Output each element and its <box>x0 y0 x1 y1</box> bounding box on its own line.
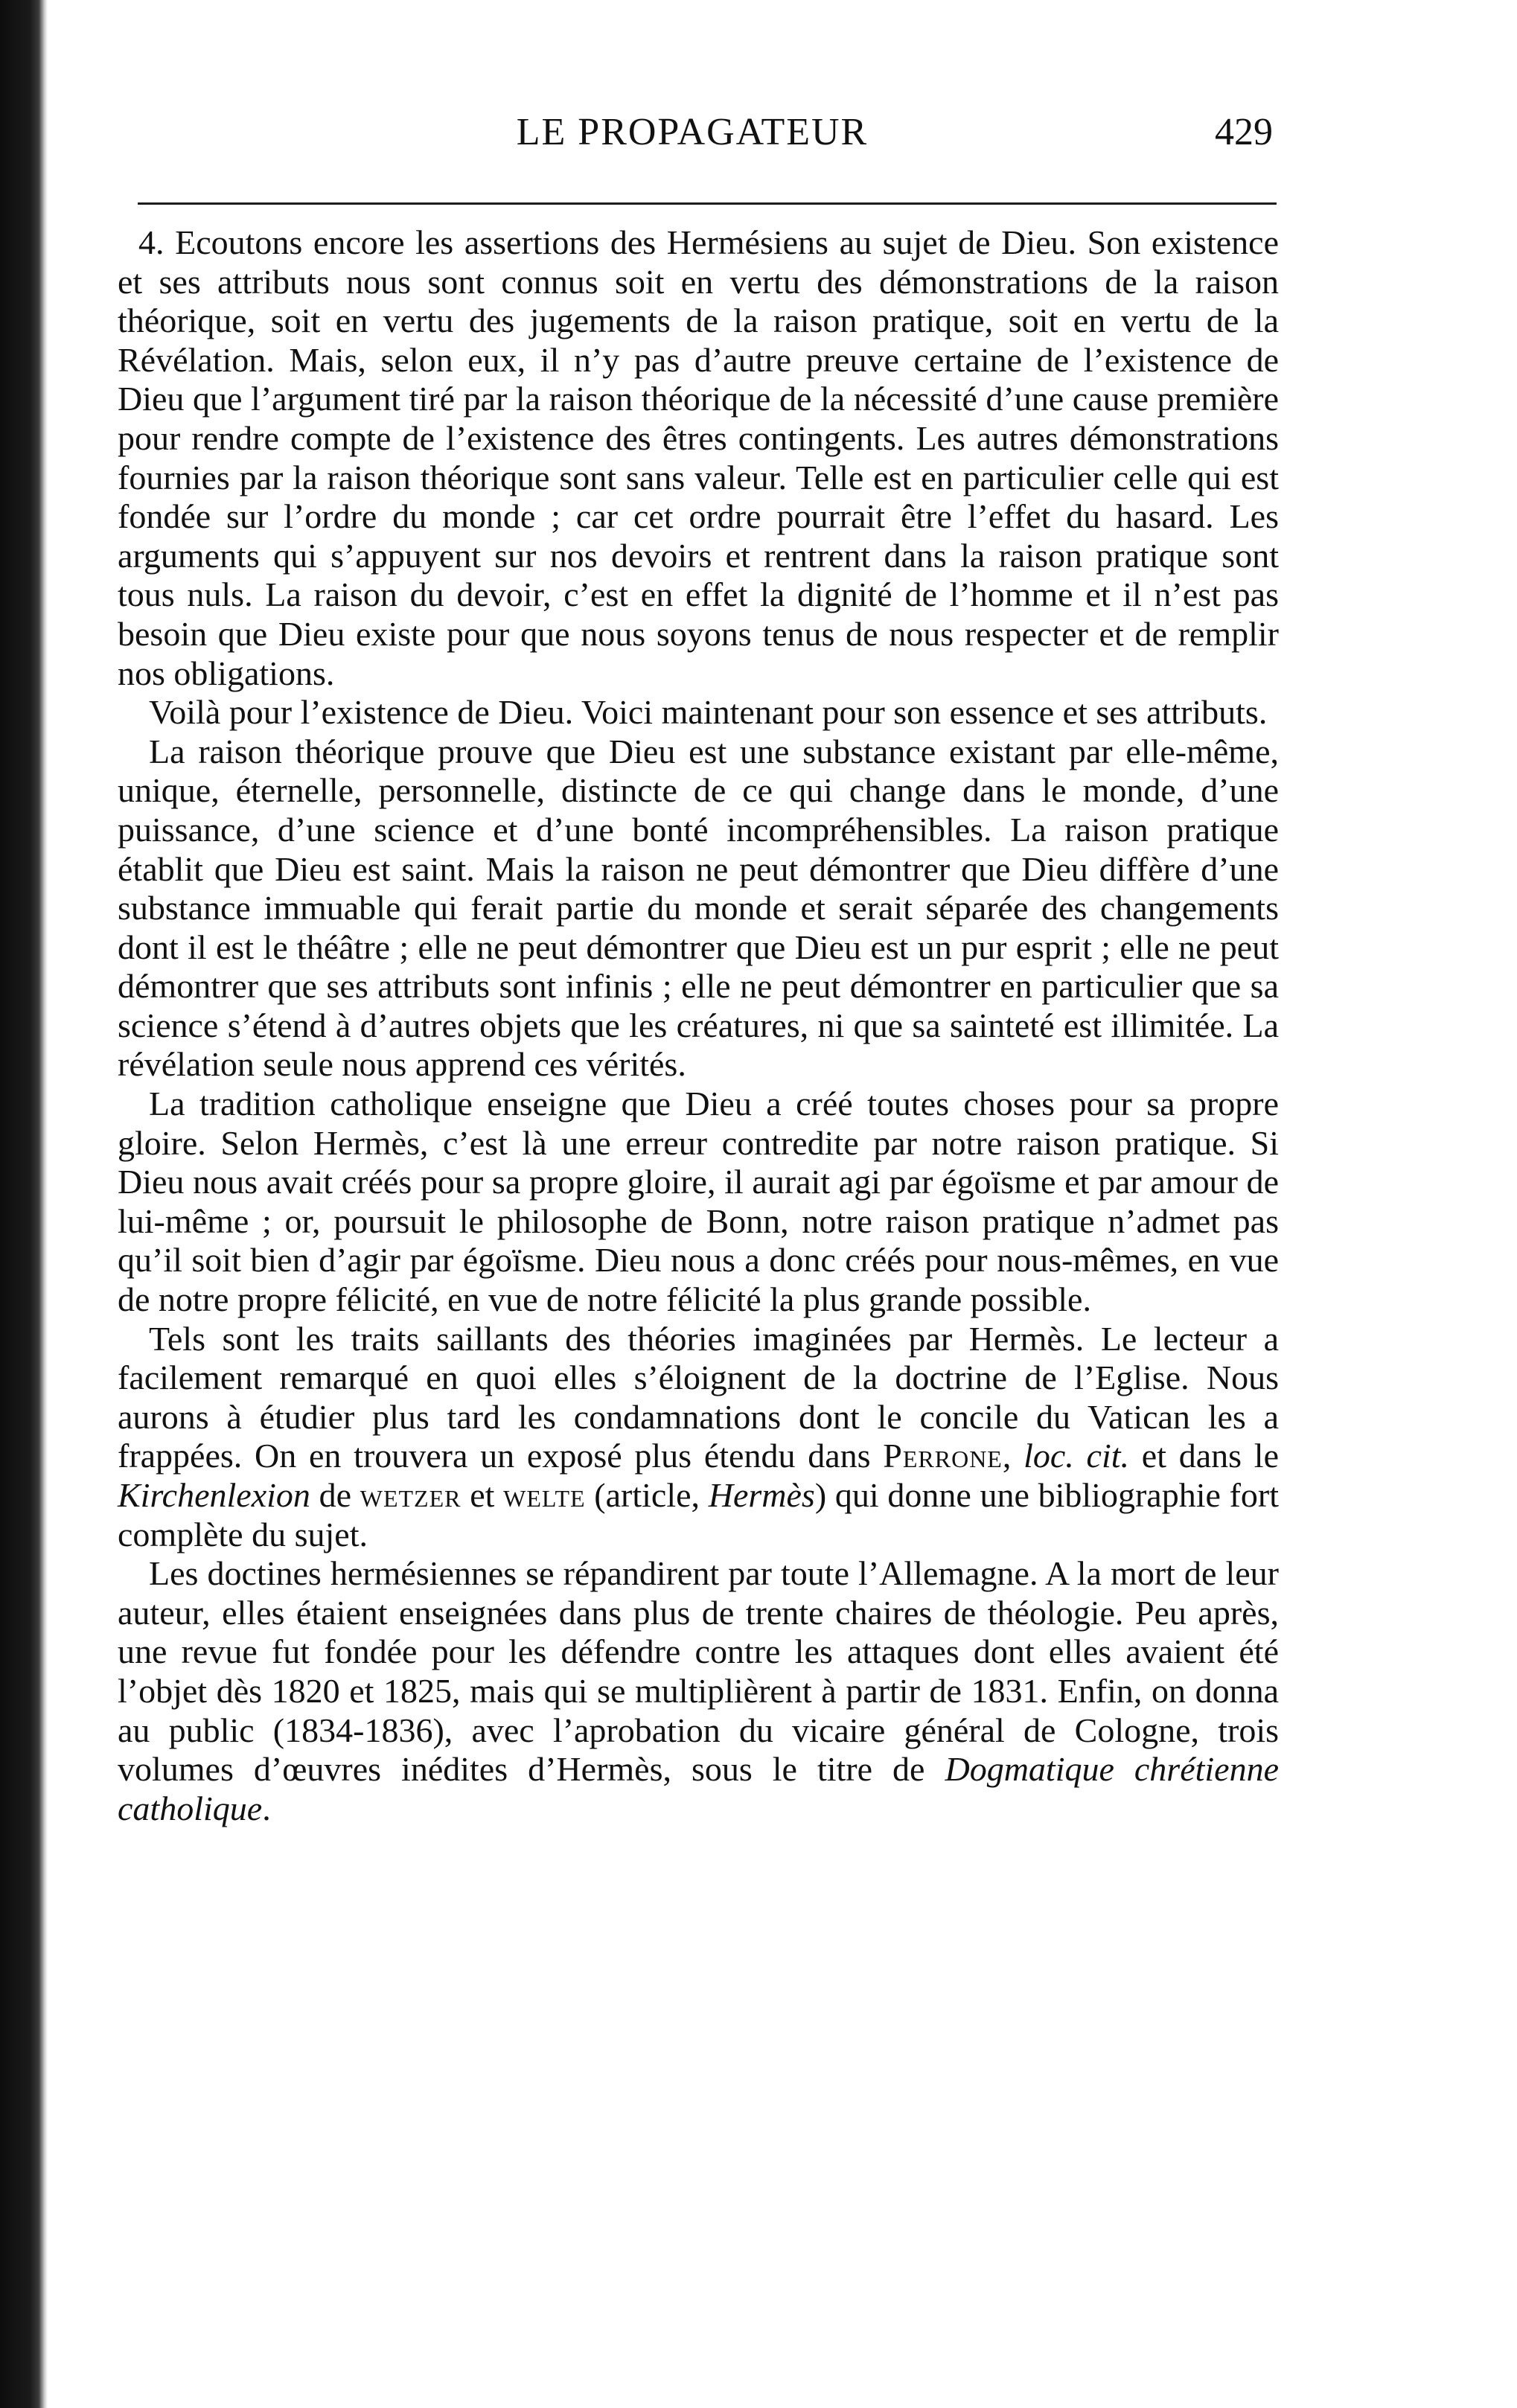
page-header <box>112 104 1273 164</box>
work-dogmatique: Dogmatique chrétienne catholique <box>118 1750 1280 1827</box>
paragraph-6 <box>118 1554 1279 1828</box>
page-body <box>118 223 1279 1828</box>
citation-loc-cit: loc. cit. <box>1023 1437 1130 1475</box>
paragraph-5-text-e: et <box>470 1476 495 1514</box>
paragraph-5-text-f: (article, <box>594 1476 700 1514</box>
paragraph-6-text: Les doctines hermésiennes se répandirent par toute l’Allemagne. A la mort de leur auteur, elles étaient enseignées dans plus de trente chaires de théologie. Peu après, une revue fut fondée pour les défendre contre les attaques dont elles avaient été l’objet dès 1820 et 1825, mais qui se multiplièrent à partir de 1831. Enfin, on donna au public (1834-1836), avec l’aprobation du vicaire général de Cologne, trois volumes d’œuvres inédites d’Hermès, sous le titre de <box>118 1554 1279 1789</box>
paragraph-5-text-c: et dans le <box>1141 1437 1280 1475</box>
author-wetzer: wetzer <box>360 1476 462 1514</box>
author-perrone: Perrone <box>883 1437 1003 1475</box>
paragraph-5-text-a: Tels sont les traits saillants des théories imaginées par Hermès. Le lecteur a facilement remarqué en quoi elles s’éloignent de la doctrine de l’Eglise. Nous aurons à étudier plus tard les condamnations dont le concile du Vatican les a frappées. On en trouvera un exposé plus étendu dans <box>118 1319 1279 1475</box>
page-binding-edge <box>0 0 48 2408</box>
article-hermes: Hermès <box>708 1476 815 1514</box>
running-title: LE PROPAGATEUR <box>516 111 869 153</box>
header-rule <box>138 202 1277 205</box>
page-number: 429 <box>1215 111 1273 153</box>
paragraph-6-end: . <box>262 1789 271 1827</box>
paragraph-4: La tradition catholique enseigne que Dieu a créé toutes choses pour sa propre gloire. Selon Hermès, c’est là une erreur contredite par notre raison pratique. Si Dieu nous avait créés pour sa propre gloire, il aurait agi par égoïsme et par amour de lui-même ; or, poursuit le philosophe de Bonn, notre raison pratique n’admet pas qu’il soit bien d’agir par égoïsme. Dieu nous a donc créés pour nous-mêmes, en vue de notre propre félicité, en vue de notre félicité la plus grande possible. <box>118 1085 1279 1319</box>
paragraph-1: 4. Ecoutons encore les assertions des Hermésiens au sujet de Dieu. Son existence et ses attributs nous sont connus soit en vertu des démonstrations de la raison théorique, soit en vertu des jugements de la raison pratique, soit en vertu de la Révélation. Mais, selon eux, il n’y pas d’autre preuve certaine de l’existence de Dieu que l’argument tiré par la raison théorique de la nécessité d’une cause première pour rendre compte de l’existence des êtres contingents. Les autres démonstrations fournies par la raison théorique sont sans valeur. Telle est en particulier celle qui est fondée sur l’ordre du monde ; car cet ordre pourrait être l’effet du hasard. Les arguments qui s’appuyent sur nos devoirs et rentrent dans la raison pratique sont tous nuls. La raison du devoir, c’est en effet la dignité de l’homme et il n’est pas besoin que Dieu existe pour que nous soyons tenus de nous respecter et de remplir nos obligations. <box>118 223 1279 692</box>
author-welte: welte <box>503 1476 586 1514</box>
paragraph-5-text-g: ) qui donne une bibliographie fort complète du sujet. <box>118 1476 1280 1553</box>
paragraph-5 <box>118 1320 1279 1555</box>
paragraph-2: Voilà pour l’existence de Dieu. Voici maintenant pour son essence et ses attributs. <box>149 693 1268 732</box>
work-kirchenlexion: Kirchenlexion <box>118 1476 310 1514</box>
paragraph-5-comma: , <box>1002 1437 1012 1475</box>
paragraph-5-text-d: de <box>319 1476 352 1514</box>
paragraph-3: La raison théorique prouve que Dieu est une substance existant par elle-même, unique, éternelle, personnelle, distincte de ce qui change dans le monde, d’une puissance, d’une science et d’une bonté incompréhensibles. La raison pratique établit que Dieu est saint. Mais la raison ne peut démontrer que Dieu diffère d’une substance immuable qui ferait partie du monde et serait séparée des changements dont il est le théâtre ; elle ne peut démontrer que Dieu est un pur esprit ; elle ne peut démontrer que ses attributs sont infinis ; elle ne peut démontrer en particulier que sa science s’étend à d’autres objets que les créatures, ni que sa sainteté est illimitée. La révélation seule nous apprend ces vérités. <box>118 732 1279 1084</box>
